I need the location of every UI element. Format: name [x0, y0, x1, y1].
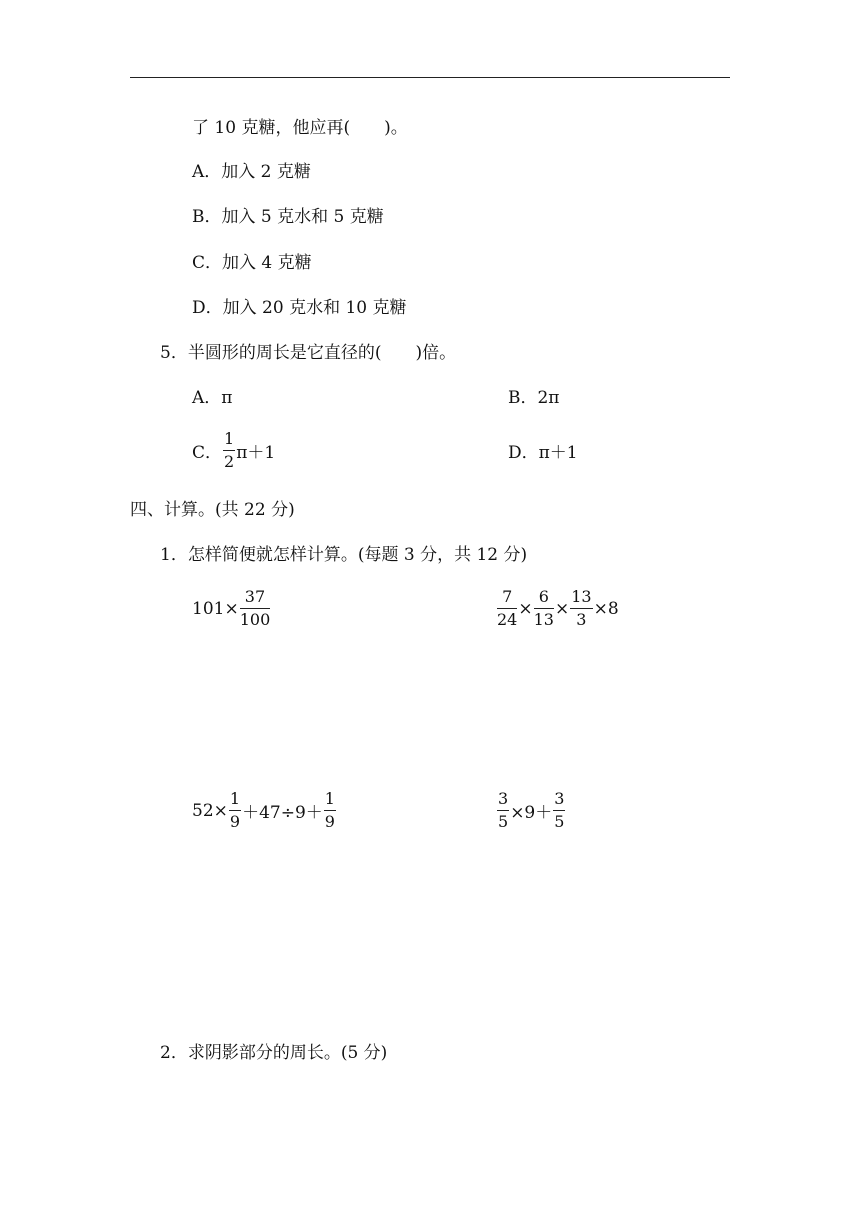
- option-5c-tail: π＋1: [236, 443, 276, 463]
- expression-1: [192, 589, 271, 628]
- option-4c: C．加入 4 克糖: [192, 253, 312, 273]
- option-5c-fraction: [223, 431, 235, 470]
- expression-2-fraction-1-numerator: 7: [497, 589, 517, 609]
- expression-2-fraction-2-numerator: 6: [534, 589, 554, 609]
- option-5d: D．π＋1: [508, 443, 578, 463]
- expression-4-fraction-2: [553, 791, 565, 830]
- option-4b: B．加入 5 克水和 5 克糖: [192, 207, 384, 227]
- expression-2-fraction-3-denominator: 3: [576, 610, 587, 629]
- expression-2-fraction-1-denominator: 24: [497, 610, 518, 629]
- expression-2-fraction-3: [570, 589, 592, 628]
- expression-4-fraction-2-denominator: 5: [554, 812, 565, 831]
- expression-4-fraction-2-numerator: 3: [553, 791, 565, 811]
- expression-3-fraction-1: [229, 791, 241, 830]
- expression-1-fraction: [240, 589, 271, 628]
- option-5c-denominator: 2: [224, 452, 235, 471]
- expression-3-fraction-2-numerator: 1: [324, 791, 336, 811]
- expression-4-fraction-1-denominator: 5: [498, 812, 509, 831]
- option-5c-prefix: C．: [192, 443, 223, 463]
- option-5b: B．2π: [508, 388, 560, 408]
- option-4d: D．加入 20 克水和 10 克糖: [192, 298, 407, 318]
- expression-4: [496, 791, 566, 830]
- expression-2-fraction-3-numerator: 13: [570, 589, 592, 609]
- expression-3-fraction-1-numerator: 1: [229, 791, 241, 811]
- expression-3: [192, 791, 337, 830]
- expression-3-lead: 52×: [192, 800, 228, 821]
- expression-1-numerator: 37: [240, 589, 271, 609]
- expression-3-fraction-2: [324, 791, 336, 830]
- option-5c-numerator: 1: [223, 431, 235, 451]
- option-5c: [192, 431, 275, 470]
- expression-4-fraction-1: [497, 791, 509, 830]
- expression-2-operator-2: ×: [554, 598, 570, 619]
- expression-1-denominator: 100: [239, 610, 271, 629]
- option-4a: A．加入 2 克糖: [192, 162, 311, 182]
- expression-2-fraction-2-denominator: 13: [533, 610, 554, 629]
- expression-3-fraction-1-denominator: 9: [229, 812, 241, 831]
- question-4-tail: 了 10 克糖，他应再( )。: [192, 118, 408, 138]
- option-5a: A．π: [192, 388, 233, 408]
- question-2-stem: 2．求阴影部分的周长。(5 分): [160, 1043, 388, 1063]
- expression-3-middle: ＋47÷9＋: [242, 803, 323, 823]
- expression-2-operator-1: ×: [518, 598, 533, 619]
- question-5-stem: 5．半圆形的周长是它直径的( )倍。: [160, 343, 457, 363]
- expression-1-lead: 101×: [192, 598, 239, 619]
- expression-2-fraction-2: [534, 589, 554, 628]
- expression-2: [496, 589, 619, 628]
- expression-4-middle: ×9＋: [510, 803, 553, 823]
- expression-3-fraction-2-denominator: 9: [324, 812, 335, 831]
- question-1-stem: 1．怎样简便就怎样计算。(每题 3 分，共 12 分): [160, 545, 528, 565]
- expression-2-tail: ×8: [593, 598, 619, 619]
- expression-2-fraction-1: [497, 589, 517, 628]
- header-rule: [130, 77, 730, 78]
- section-4-title: 四、计算。(共 22 分): [130, 500, 295, 520]
- expression-4-fraction-1-numerator: 3: [497, 791, 509, 811]
